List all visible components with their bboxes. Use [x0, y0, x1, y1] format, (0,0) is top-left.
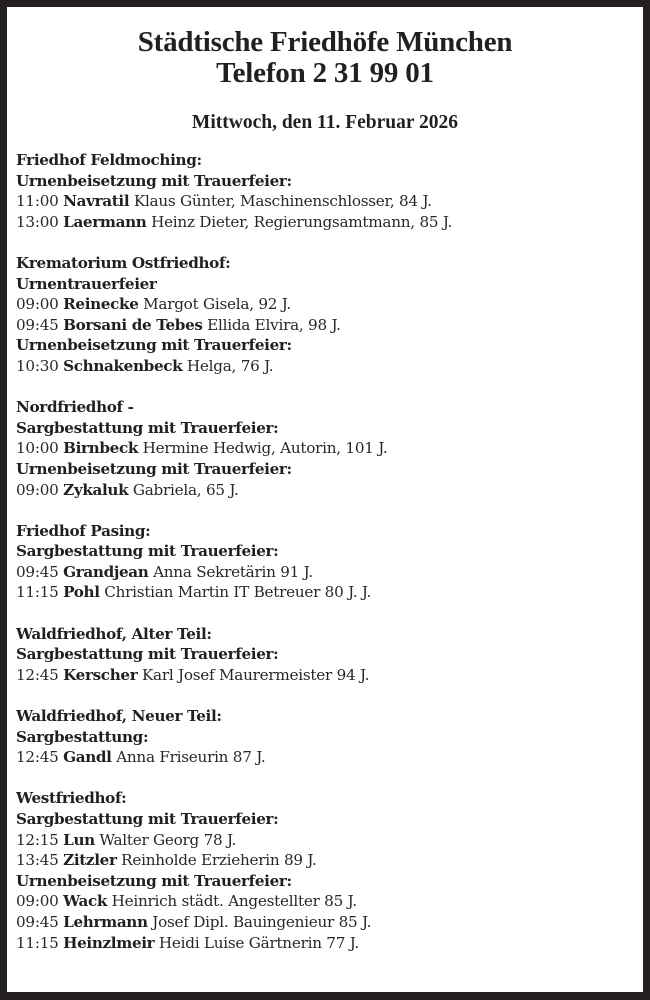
- entry-time: 11:15: [16, 583, 59, 602]
- entry-details: Walter Georg 78 J.: [99, 830, 237, 849]
- entry-surname: Laermann: [63, 212, 147, 231]
- cemetery-section: [16, 788, 635, 953]
- entry-details: Klaus Günter, Maschinenschlosser, 84 J.: [133, 192, 432, 211]
- funeral-entry: [16, 891, 635, 912]
- cemetery-name: Waldfriedhof, Neuer Teil:: [16, 707, 222, 726]
- funeral-entry: [16, 294, 635, 315]
- entry-details: Reinholde Erzieherin 89 J.: [121, 851, 317, 870]
- entry-surname: Borsani de Tebes: [63, 315, 203, 334]
- entry-time: 13:45: [16, 851, 59, 870]
- entry-details: Hermine Hedwig, Autorin, 101 J.: [142, 439, 388, 458]
- ceremony-type: Urnenbeisetzung mit Trauerfeier:: [16, 336, 292, 355]
- entry-details: Heinrich städt. Angestellter 85 J.: [111, 892, 357, 911]
- entry-time: 13:00: [16, 212, 59, 231]
- funeral-entry: [16, 582, 635, 603]
- funeral-entry: [16, 562, 635, 583]
- entry-time: 09:00: [16, 295, 59, 314]
- ceremony-type: Sargbestattung mit Trauerfeier:: [16, 418, 279, 437]
- ceremony-type: Sargbestattung:: [16, 727, 149, 746]
- entry-surname: Pohl: [63, 583, 100, 602]
- funeral-entry: [16, 438, 635, 459]
- entry-time: 09:00: [16, 480, 59, 499]
- funeral-entry: [16, 665, 635, 686]
- funeral-entry: [16, 850, 635, 871]
- funeral-entry: [16, 212, 635, 233]
- funeral-entry: [16, 191, 635, 212]
- entry-details: Christian Martin IT Betreuer 80 J. J.: [104, 583, 372, 602]
- entry-surname: Wack: [63, 892, 108, 911]
- entry-time: 10:30: [16, 356, 59, 375]
- entry-details: Anna Friseurin 87 J.: [116, 748, 266, 767]
- entry-details: Gabriela, 65 J.: [132, 480, 239, 499]
- funeral-entry: [16, 912, 635, 933]
- entry-time: 11:00: [16, 192, 59, 211]
- funeral-entry: [16, 315, 635, 336]
- funeral-entry: [16, 933, 635, 954]
- entry-details: Josef Dipl. Bauingenieur 85 J.: [152, 912, 372, 931]
- entry-time: 09:45: [16, 912, 59, 931]
- entry-surname: Schnakenbeck: [63, 356, 183, 375]
- title-line-1: Städtische Friedhöfe München: [137, 26, 513, 58]
- cemetery-name: Krematorium Ostfriedhof:: [16, 253, 231, 272]
- cemetery-section: [16, 521, 635, 603]
- cemetery-section: [16, 706, 635, 768]
- entry-surname: Birnbeck: [63, 439, 139, 458]
- cemetery-name: Waldfriedhof, Alter Teil:: [16, 624, 212, 643]
- entry-surname: Lehrmann: [63, 912, 148, 931]
- entry-details: Heidi Luise Gärtnerin 77 J.: [158, 933, 359, 952]
- entry-time: 09:00: [16, 892, 59, 911]
- funeral-entry: [16, 480, 635, 501]
- cemetery-name: Westfriedhof:: [16, 789, 127, 808]
- cemetery-section: [16, 397, 635, 500]
- ceremony-type: Sargbestattung mit Trauerfeier:: [16, 810, 279, 828]
- ceremony-type: Urnenbeisetzung mit Trauerfeier:: [16, 871, 292, 890]
- cemetery-name: Nordfriedhof -: [16, 398, 134, 417]
- entry-time: 10:00: [16, 439, 59, 458]
- page-title: [7, 27, 643, 89]
- phone-line: Telefon 2 31 99 01: [216, 57, 434, 89]
- entry-surname: Kerscher: [63, 665, 138, 684]
- entry-details: Anna Sekretärin 91 J.: [153, 562, 313, 581]
- cemetery-section: [16, 253, 635, 377]
- ceremony-type: Urnenbeisetzung mit Trauerfeier:: [16, 459, 292, 478]
- ceremony-type: Sargbestattung mit Trauerfeier:: [16, 542, 279, 561]
- entry-surname: Reinecke: [63, 295, 139, 314]
- entry-surname: Zykaluk: [63, 480, 129, 499]
- entry-details: Karl Josef Maurermeister 94 J.: [141, 665, 370, 684]
- entry-surname: Heinzlmeir: [63, 933, 155, 952]
- ceremony-type: Sargbestattung mit Trauerfeier:: [16, 645, 279, 664]
- funeral-entry: [16, 747, 635, 768]
- entry-surname: Lun: [63, 830, 95, 849]
- entry-surname: Grandjean: [63, 562, 149, 581]
- cemetery-section: [16, 150, 635, 232]
- entry-time: 12:45: [16, 665, 59, 684]
- entry-details: Heinz Dieter, Regierungsamtmann, 85 J.: [151, 212, 453, 231]
- cemetery-section: [16, 624, 635, 686]
- cemetery-name: Friedhof Feldmoching:: [16, 151, 202, 169]
- entry-details: Ellida Elvira, 98 J.: [207, 315, 341, 334]
- cemetery-name: Friedhof Pasing:: [16, 521, 151, 540]
- funeral-entry: [16, 356, 635, 377]
- entry-time: 09:45: [16, 315, 59, 334]
- entry-surname: Zitzler: [63, 851, 117, 870]
- entry-surname: Navratil: [63, 192, 130, 211]
- entry-details: Margot Gisela, 92 J.: [143, 295, 291, 314]
- entry-time: 12:15: [16, 830, 59, 849]
- entry-time: 09:45: [16, 562, 59, 581]
- funeral-entry: [16, 830, 635, 851]
- notice-frame: [7, 7, 643, 992]
- entry-time: 12:45: [16, 748, 59, 767]
- date-line: Mittwoch, den 11. Februar 2026: [191, 112, 459, 133]
- entry-details: Helga, 76 J.: [186, 356, 274, 375]
- entry-time: 11:15: [16, 933, 59, 952]
- ceremony-type: Urnentrauerfeier: [16, 274, 157, 293]
- ceremony-type: Urnenbeisetzung mit Trauerfeier:: [16, 171, 292, 190]
- entry-surname: Gandl: [63, 748, 112, 767]
- funeral-schedule: [16, 150, 635, 974]
